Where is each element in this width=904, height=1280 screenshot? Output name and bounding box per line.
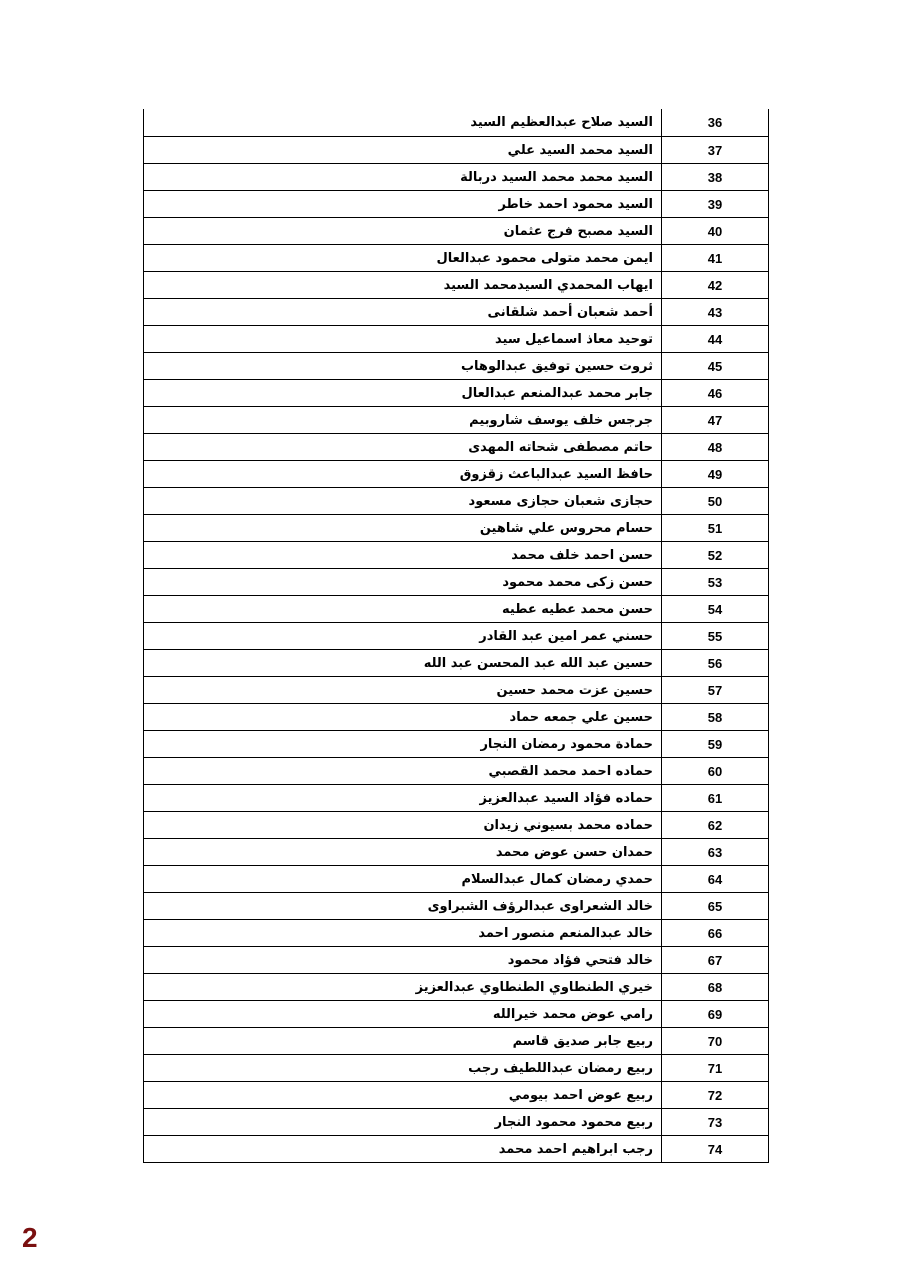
table-row [144,893,769,920]
row-number: 60 [662,758,769,785]
table-row [144,947,769,974]
person-name: جابر محمد عبدالمنعم عبدالعال [144,380,662,407]
row-number: 53 [662,569,769,596]
table-row [144,353,769,380]
person-name: حسن محمد عطيه عطيه [144,596,662,623]
row-number: 38 [662,164,769,191]
person-name: حسين علي جمعه حماد [144,704,662,731]
person-name: توحيد معاذ اسماعيل سيد [144,326,662,353]
table-row [144,109,769,137]
person-name: ربيع جابر صديق قاسم [144,1028,662,1055]
row-number: 51 [662,515,769,542]
row-number: 50 [662,488,769,515]
table-row [144,299,769,326]
row-number: 54 [662,596,769,623]
person-name: ربيع محمود محمود النجار [144,1109,662,1136]
table-row [144,1136,769,1163]
row-number: 64 [662,866,769,893]
table-row [144,623,769,650]
person-name: أحمد شعبان أحمد شلقانى [144,299,662,326]
person-name: حسني عمر امين عبد القادر [144,623,662,650]
row-number: 48 [662,434,769,461]
person-name: ثروت حسين توفيق عبدالوهاب [144,353,662,380]
person-name: خالد الشعراوى عبدالرؤف الشبراوى [144,893,662,920]
names-table-body [144,109,769,1163]
row-number: 59 [662,731,769,758]
person-name: حماده احمد محمد القصبي [144,758,662,785]
table-row [144,812,769,839]
table-row [144,785,769,812]
row-number: 74 [662,1136,769,1163]
person-name: حمادة محمود رمضان النجار [144,731,662,758]
table-row [144,569,769,596]
row-number: 71 [662,1055,769,1082]
table-row [144,1082,769,1109]
row-number: 66 [662,920,769,947]
table-row [144,191,769,218]
person-name: السيد صلاح عبدالعظيم السيد [144,109,662,137]
person-name: حسام محروس علي شاهين [144,515,662,542]
table-row [144,920,769,947]
table-row [144,542,769,569]
person-name: حماده فؤاد السيد عبدالعزيز [144,785,662,812]
table-row [144,974,769,1001]
row-number: 46 [662,380,769,407]
table-row [144,218,769,245]
table-row [144,650,769,677]
table-row [144,272,769,299]
table-row [144,866,769,893]
table-row [144,1109,769,1136]
person-name: حاتم مصطفى شحاته المهدى [144,434,662,461]
row-number: 70 [662,1028,769,1055]
row-number: 56 [662,650,769,677]
row-number: 39 [662,191,769,218]
person-name: خالد عبدالمنعم منصور احمد [144,920,662,947]
person-name: حسن زكى محمد محمود [144,569,662,596]
person-name: السيد محمود احمد خاطر [144,191,662,218]
row-number: 73 [662,1109,769,1136]
person-name: حسين عبد الله عبد المحسن عبد الله [144,650,662,677]
row-number: 36 [662,109,769,137]
person-name: السيد محمد السيد علي [144,137,662,164]
row-number: 49 [662,461,769,488]
row-number: 43 [662,299,769,326]
row-number: 68 [662,974,769,1001]
table-row [144,245,769,272]
table-row [144,677,769,704]
table-row [144,839,769,866]
person-name: حسن احمد خلف محمد [144,542,662,569]
person-name: حافظ السيد عبدالباعث زقزوق [144,461,662,488]
person-name: رجب ابراهيم احمد محمد [144,1136,662,1163]
row-number: 65 [662,893,769,920]
table-row [144,1055,769,1082]
row-number: 61 [662,785,769,812]
person-name: حسين عزت محمد حسين [144,677,662,704]
table-row [144,137,769,164]
person-name: ربيع عوض احمد بيومي [144,1082,662,1109]
row-number: 62 [662,812,769,839]
table-row [144,326,769,353]
person-name: حماده محمد بسيوني زيدان [144,812,662,839]
table-row [144,731,769,758]
row-number: 67 [662,947,769,974]
table-row [144,1001,769,1028]
page-number: 2 [22,1222,38,1253]
person-name: رامي عوض محمد خيرالله [144,1001,662,1028]
table-row [144,1028,769,1055]
table-row [144,434,769,461]
person-name: ايمن محمد متولى محمود عبدالعال [144,245,662,272]
table-row [144,461,769,488]
row-number: 52 [662,542,769,569]
table-row [144,758,769,785]
row-number: 40 [662,218,769,245]
row-number: 58 [662,704,769,731]
row-number: 41 [662,245,769,272]
row-number: 45 [662,353,769,380]
row-number: 69 [662,1001,769,1028]
table-row [144,596,769,623]
table-row [144,407,769,434]
table-row [144,380,769,407]
row-number: 63 [662,839,769,866]
person-name: السيد محمد محمد السيد دربالة [144,164,662,191]
table-row [144,164,769,191]
person-name: حمدي رمضان كمال عبدالسلام [144,866,662,893]
person-name: خيري الطنطاوي الطنطاوي عبدالعزيز [144,974,662,1001]
row-number: 55 [662,623,769,650]
table-row [144,488,769,515]
table-row [144,515,769,542]
person-name: حمدان حسن عوض محمد [144,839,662,866]
row-number: 57 [662,677,769,704]
person-name: جرجس خلف يوسف شاروبيم [144,407,662,434]
names-table [143,109,769,1163]
row-number: 42 [662,272,769,299]
table-row [144,704,769,731]
row-number: 44 [662,326,769,353]
person-name: حجازى شعبان حجازى مسعود [144,488,662,515]
person-name: خالد فتحي فؤاد محمود [144,947,662,974]
row-number: 47 [662,407,769,434]
row-number: 72 [662,1082,769,1109]
person-name: السيد مصبح فرج عثمان [144,218,662,245]
row-number: 37 [662,137,769,164]
person-name: ايهاب المحمدي السيدمحمد السيد [144,272,662,299]
person-name: ربيع رمضان عبداللطيف رجب [144,1055,662,1082]
